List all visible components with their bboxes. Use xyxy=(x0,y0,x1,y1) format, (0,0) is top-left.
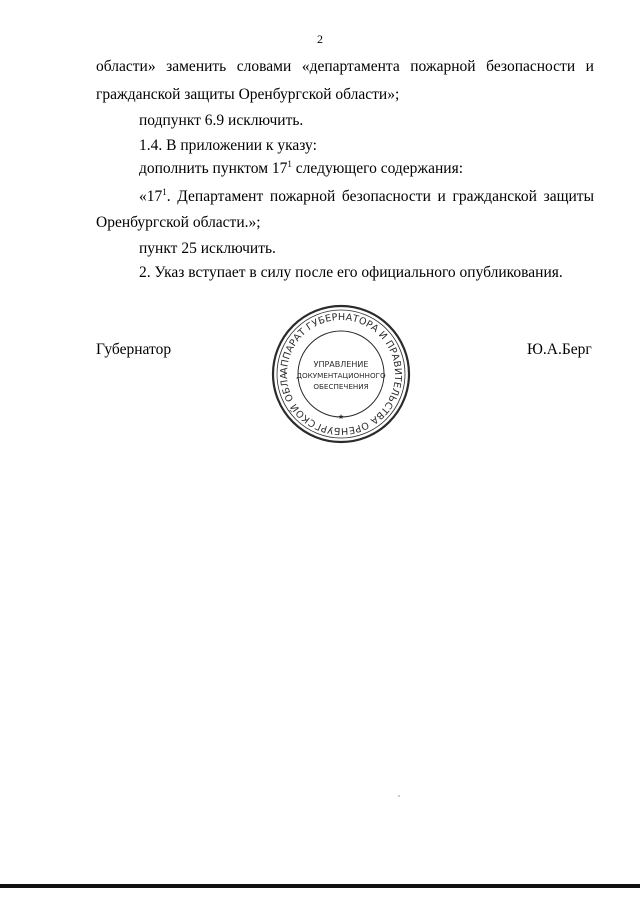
stamp-graphic xyxy=(266,301,416,447)
signature-title: Губернатор xyxy=(96,341,172,358)
page-number: 2 xyxy=(317,32,323,46)
word: Департамент xyxy=(177,188,264,205)
body-line-8: пункт 25 исключить. xyxy=(139,240,276,257)
word: заменить xyxy=(166,58,227,75)
stamp-center-line-2: ДОКУМЕНТАЦИОННОГО xyxy=(296,371,386,380)
word: пожарной xyxy=(410,58,476,75)
word: «департамента xyxy=(301,58,400,75)
bottom-rule xyxy=(0,884,640,888)
item-number xyxy=(139,188,171,206)
body-line-3: подпункт 6.9 исключить. xyxy=(139,112,304,129)
official-stamp xyxy=(266,301,416,447)
word: словами xyxy=(236,58,292,75)
word: гражданской xyxy=(452,188,537,205)
body-line-6 xyxy=(96,188,594,206)
signature-name: Ю.А.Берг xyxy=(527,341,592,358)
word: безопасности xyxy=(486,58,576,75)
text-after-sup: следующего содержания: xyxy=(291,160,464,177)
body-line-7: Оренбургской области.»; xyxy=(96,214,261,231)
body-line-1 xyxy=(96,58,594,76)
body-line-5 xyxy=(139,160,463,178)
text-before-sup: дополнить пунктом 17 xyxy=(139,160,288,177)
body-line-9: 2. Указ вступает в силу после его официального опубликования. xyxy=(139,264,563,281)
superscript: 1 xyxy=(287,158,292,169)
word: безопасности xyxy=(341,188,431,205)
scan-speck xyxy=(398,795,400,797)
stamp-center-line-3: ОБЕСПЕЧЕНИЯ xyxy=(313,382,369,391)
body-line-4: 1.4. В приложении к указу: xyxy=(139,137,317,154)
body-line-2: гражданской защиты Оренбургской области»; xyxy=(96,86,400,103)
stamp-ring-textpath: АППАРАТ ГУБЕРНАТОРА И ПРАВИТЕЛЬСТВА ОРЕНБУРГСКОЙ ОБЛА xyxy=(278,311,404,437)
word: пожарной xyxy=(269,188,336,205)
item-number-dot: . xyxy=(166,188,171,205)
item-number-text: «17 xyxy=(139,188,163,205)
word: и xyxy=(437,188,446,205)
stamp-center-line-1: УПРАВЛЕНИЕ xyxy=(313,360,369,369)
word: и xyxy=(585,58,594,75)
word: области» xyxy=(96,58,156,75)
superscript: 1 xyxy=(162,186,167,197)
word: защиты xyxy=(543,188,594,205)
stamp-star: ★ xyxy=(337,413,345,421)
